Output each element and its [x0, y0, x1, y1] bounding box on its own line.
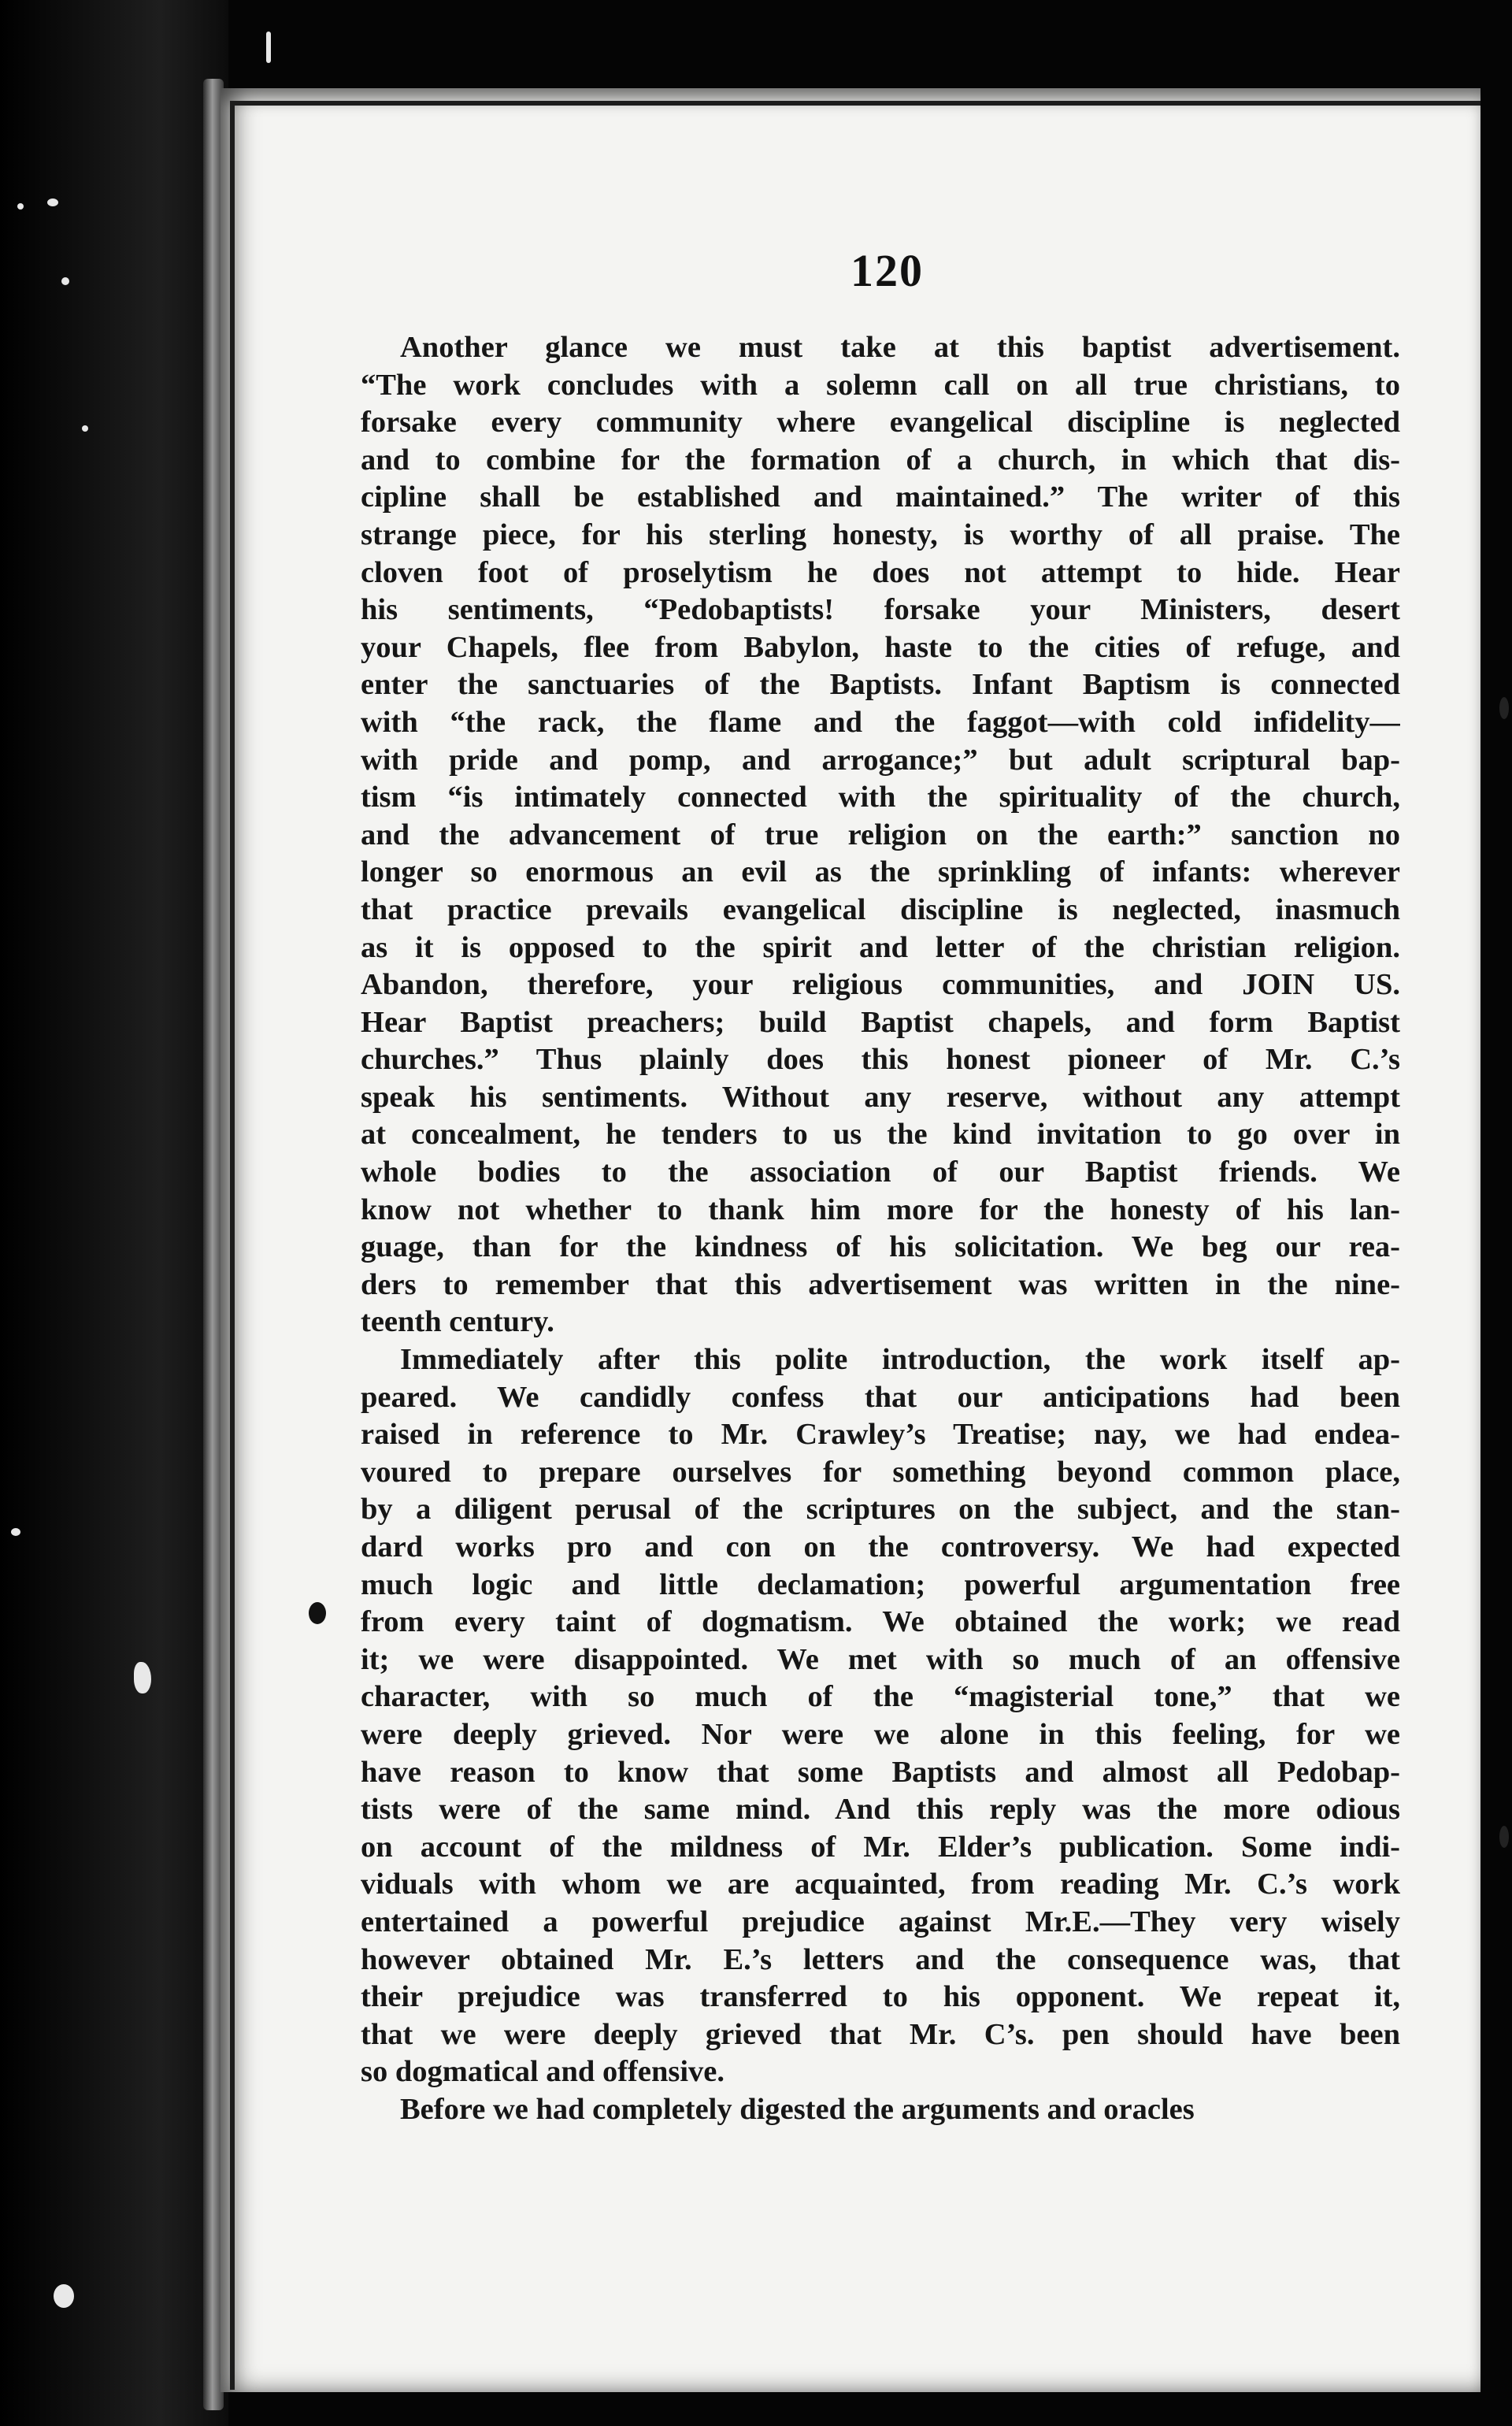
- text-line: ders to remember that this advertisement was written in the nine-: [361, 1267, 1400, 1301]
- text-line: with pride and pomp, and arrogance;” but adult scriptural bap-: [361, 743, 1400, 777]
- scan-speck: [266, 32, 271, 63]
- text-line: longer so enormous an evil as the sprinkling of infants: wherever: [361, 855, 1400, 889]
- text-line: raised in reference to Mr. Crawley’s Treatise; nay, we had endea-: [361, 1418, 1400, 1452]
- text-line: tism “is intimately connected with the spirituality of the church,: [361, 781, 1400, 814]
- text-line: that we were deeply grieved that Mr. C’s. pen should have been: [361, 2017, 1400, 2051]
- text-line: churches.” Thus plainly does this honest pioneer of Mr. C.’s: [361, 1043, 1400, 1077]
- paragraph: [361, 1341, 1400, 2091]
- text-line: cloven foot of proselytism he does not attempt to hide. Hear: [361, 555, 1400, 589]
- text-line: much logic and little declamation; powerful argumentation free: [361, 1567, 1400, 1601]
- text-line: that practice prevails evangelical discipline is neglected, inasmuch: [361, 892, 1400, 926]
- scan-speck: [11, 1528, 20, 1536]
- text-line: cipline shall be established and maintained.” The writer of this: [361, 480, 1400, 514]
- paragraph: [361, 2091, 1400, 2129]
- text-line: on account of the mildness of Mr. Elder’s publication. Some indi-: [361, 1830, 1400, 1864]
- text-line: tists were of the same mind. And this reply was the more odious: [361, 1793, 1400, 1827]
- text-line: it; we were disappointed. We met with so much of an offensive: [361, 1642, 1400, 1676]
- text-line: however obtained Mr. E.’s letters and the consequence was, that: [361, 1942, 1400, 1976]
- text-line: speak his sentiments. Without any reserve, without any attempt: [361, 1080, 1400, 1114]
- text-line: teenth century.: [361, 1305, 554, 1339]
- scan-speck: [47, 198, 58, 206]
- text-line: have reason to know that some Baptists and almost all Pedobap-: [361, 1755, 1400, 1789]
- right-margin-shadow: [1480, 0, 1512, 2426]
- text-line: know not whether to thank him more for the honesty of his lan-: [361, 1193, 1400, 1226]
- page-blot: [1499, 697, 1509, 719]
- text-line: their prejudice was transferred to his opponent. We repeat it,: [361, 1980, 1400, 2014]
- text-line: with “the rack, the flame and the faggot—with cold infidelity—: [361, 705, 1400, 739]
- page-blot: [1499, 1826, 1509, 1848]
- text-line: as it is opposed to the spirit and letter of the christian religion.: [361, 930, 1400, 964]
- paragraph: [361, 329, 1400, 1341]
- text-line: forsake every community where evangelical discipline is neglected: [361, 406, 1400, 440]
- text-line: were deeply grieved. Nor were we alone in this feeling, for we: [361, 1717, 1400, 1751]
- page-blot: [309, 1602, 326, 1624]
- text-line: voured to prepare ourselves for something beyond common place,: [361, 1455, 1400, 1489]
- text-line: entertained a powerful prejudice against Mr.E.—They very wisely: [361, 1905, 1400, 1938]
- text-line: your Chapels, flee from Babylon, haste to the cities of refuge, and: [361, 630, 1400, 664]
- text-line: character, with so much of the “magisterial tone,” that we: [361, 1680, 1400, 1714]
- body-text: [361, 329, 1400, 2129]
- text-line: Hear Baptist preachers; build Baptist chapels, and form Baptist: [361, 1005, 1400, 1039]
- text-line: so dogmatical and offensive.: [361, 2055, 724, 2089]
- text-line: dard works pro and con on the controversy. We had expected: [361, 1530, 1400, 1564]
- text-line: Another glance we must take at this baptist advertisement.: [400, 331, 1400, 364]
- scan-speck: [17, 203, 24, 210]
- scan-speck: [82, 425, 88, 432]
- text-line: whole bodies to the association of our Baptist friends. We: [361, 1156, 1400, 1189]
- book-binding-shadow: [0, 0, 228, 2426]
- text-line: guage, than for the kindness of his solicitation. We beg our rea-: [361, 1230, 1400, 1264]
- text-line: Immediately after this polite introduction, the work itself ap-: [400, 1343, 1400, 1377]
- text-line: and to combine for the formation of a church, in which that dis-: [361, 443, 1400, 477]
- text-line: by a diligent perusal of the scriptures on the subject, and the stan-: [361, 1493, 1400, 1526]
- text-line: his sentiments, “Pedobaptists! forsake your Ministers, desert: [361, 593, 1400, 627]
- scan-speck: [61, 277, 69, 285]
- text-line: “The work concludes with a solemn call on all true christians, to: [361, 368, 1400, 402]
- text-line: and the advancement of true religion on the earth:” sanction no: [361, 818, 1400, 851]
- text-line: at concealment, he tenders to us the kind invitation to go over in: [361, 1118, 1400, 1152]
- page-number: 120: [850, 245, 924, 296]
- text-line: Before we had completely digested the arguments and oracles: [400, 2092, 1195, 2126]
- text-line: peared. We candidly confess that our anticipations had been: [361, 1380, 1400, 1414]
- text-line: from every taint of dogmatism. We obtained the work; we read: [361, 1605, 1400, 1639]
- scan-speck: [54, 2284, 74, 2308]
- text-line: Abandon, therefore, your religious communities, and JOIN US.: [361, 968, 1400, 1002]
- text-line: strange piece, for his sterling honesty, is worthy of all praise. The: [361, 517, 1400, 551]
- text-line: viduals with whom we are acquainted, from reading Mr. C.’s work: [361, 1868, 1400, 1901]
- text-line: enter the sanctuaries of the Baptists. Infant Baptism is connected: [361, 668, 1400, 702]
- scan-speck: [134, 1662, 151, 1693]
